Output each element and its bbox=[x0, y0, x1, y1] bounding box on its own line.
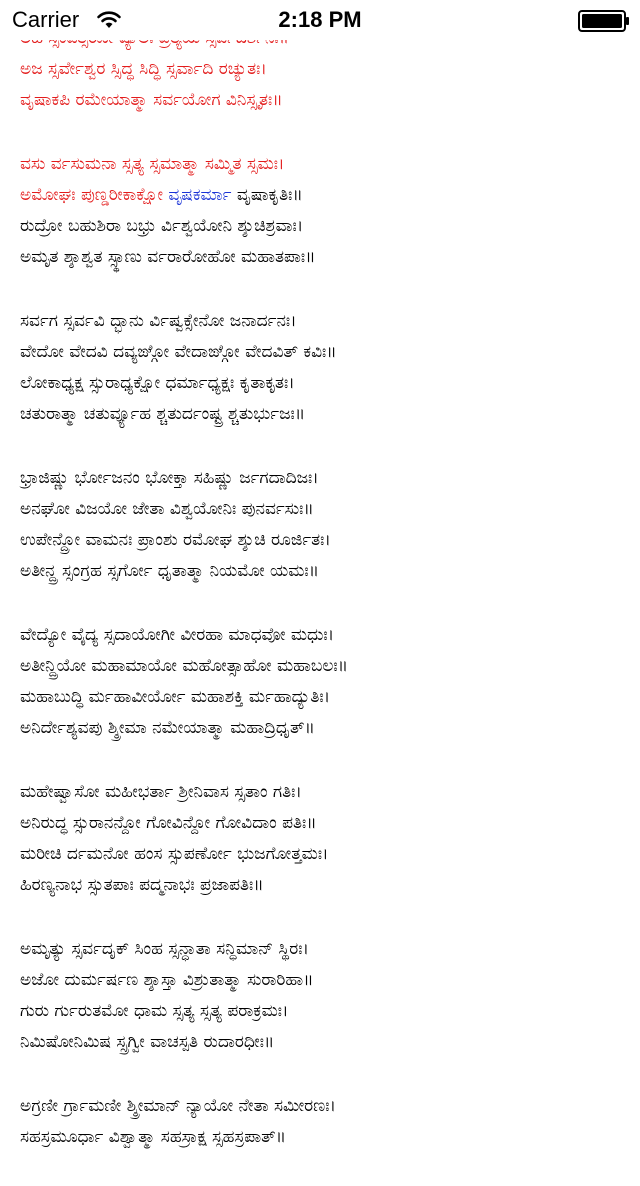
line-text: ವೇದ್ಯೋ ವೈದ್ಯ ಸ್ಸದಾಯೋಗೀ ವೀರಹಾ ಮಾಧವೋ ಮಧುಃ। bbox=[20, 625, 335, 645]
shloka-line bbox=[0, 682, 640, 713]
shloka-line bbox=[0, 85, 640, 116]
shloka-line bbox=[0, 777, 640, 808]
shloka-text-view[interactable] bbox=[0, 23, 640, 1186]
shloka-line bbox=[0, 620, 640, 651]
shloka-line bbox=[0, 996, 640, 1027]
line-text: ಸರ್ವಗ ಸ್ಸರ್ವವಿ ದ್ಭಾನು ರ್ವಿಷ್ವಕ್ಸೇನೋ ಜನಾರ್ದನಃ। bbox=[20, 311, 297, 331]
shloka-line bbox=[0, 713, 640, 744]
line-text: ನಿಮಿಷೋನಿಮಿಷ ಸ್ಸ್ರಗ್ವೀ ವಾಚಸ್ಪತಿ ರುದಾರಧೀಃ॥ bbox=[20, 1032, 275, 1052]
line-text: ಗುರು ರ್ಗುರುತಮೋ ಧಾಮ ಸ್ಸತ್ಯ ಸ್ಸತ್ಯ ಪರಾಕ್ರಮಃ। bbox=[20, 1001, 289, 1021]
line-text: ಅಮೋಘಃ ಪುಣ್ಡರೀಕಾಕ್ಷೋ bbox=[20, 185, 169, 205]
shloka-stanza bbox=[0, 463, 640, 587]
line-text: ಅತೀನ್ದ್ರ ಸ್ಸಂಗ್ರಹ ಸ್ಸರ್ಗೋ ಧೃತಾತ್ಮಾ ನಿಯಮೋ ಯಮಃ॥ bbox=[20, 561, 319, 581]
shloka-line bbox=[0, 839, 640, 870]
line-text: ಅಜೋ ದುರ್ಮರ್ಷಣ ಶ್ಶಾಸ್ತಾ ವಿಶ್ರುತಾತ್ಮಾ ಸುರಾರಿಹಾ॥ bbox=[20, 970, 314, 990]
battery-icon bbox=[578, 10, 630, 32]
shloka-line bbox=[0, 525, 640, 556]
line-text: ಲೋಕಾಧ್ಯಕ್ಷ ಸ್ಸುರಾಧ್ಯಕ್ಷೋ ಧರ್ಮಾಧ್ಯಕ್ಷಃ ಕೃತಾಕೃತಃ। bbox=[20, 373, 295, 393]
shloka-stanza bbox=[0, 934, 640, 1058]
line-text: ಭ್ರಾಜಿಷ್ಣು ರ್ಭೋಜನಂ ಭೋಕ್ತಾ ಸಹಿಷ್ಣು ರ್ಜಗದಾದಿಜಃ। bbox=[20, 468, 319, 488]
line-text: ಅಗ್ರಣೀ ರ್ಗ್ರಾಮಣೀ ಶ್ಶ್ರೀಮಾನ್ ನ್ಯಾಯೋ ನೇತಾ ಸಮೀರಣಃ। bbox=[20, 1096, 336, 1116]
shloka-line bbox=[0, 556, 640, 587]
shloka-line bbox=[0, 399, 640, 430]
shloka-stanza bbox=[0, 620, 640, 744]
shloka-line bbox=[0, 1091, 640, 1122]
shloka-stanza bbox=[0, 1091, 640, 1153]
carrier-label: Carrier bbox=[12, 7, 80, 32]
line-text: ಸಹಸ್ರಮೂರ್ಧಾ ವಿಶ್ವಾತ್ಮಾ ಸಹಸ್ರಾಕ್ಷ ಸ್ಸಹಸ್ರಪಾತ್॥ bbox=[20, 1127, 286, 1147]
shloka-stanza bbox=[0, 306, 640, 430]
line-text: ಉಪೇನ್ದ್ರೋ ವಾಮನಃ ಪ್ರಾಂಶು ರಮೋಘ ಶ್ಶುಚಿ ರೂರ್ಜಿತಃ। bbox=[20, 530, 331, 550]
line-text: ವೃಷಾಕೃತಿಃ॥ bbox=[231, 185, 303, 205]
shloka-line bbox=[0, 870, 640, 901]
line-text: ಅನಿರ್ದೇಶ್ಯವಪು ಶ್ಶ್ರೀಮಾ ನಮೇಯಾತ್ಮಾ ಮಹಾದ್ರಿಧೃತ್॥ bbox=[20, 718, 315, 738]
highlighted-word: ವೃಷಕರ್ಮಾ bbox=[168, 185, 232, 205]
shloka-line bbox=[0, 808, 640, 839]
shloka-stanza bbox=[0, 777, 640, 901]
line-text: ವಸು ರ್ವಸುಮನಾ ಸ್ಸತ್ಯ ಸ್ಸಮಾತ್ಮಾ ಸಮ್ಮಿತ ಸ್ಸಮಃ। bbox=[20, 154, 285, 174]
shloka-line bbox=[0, 242, 640, 273]
shloka-line bbox=[0, 651, 640, 682]
shloka-line bbox=[0, 180, 640, 211]
shloka-line bbox=[0, 934, 640, 965]
shloka-line bbox=[0, 1027, 640, 1058]
line-text: ಅನಿರುದ್ಧ ಸ್ಸುರಾನನ್ದೋ ಗೋವಿನ್ದೋ ಗೋವಿದಾಂ ಪತಿಃ॥ bbox=[20, 813, 317, 833]
line-text: ಅಮೃತ ಶ್ಶಾಶ್ವತ ಸ್ಸ್ಥಾಣು ರ್ವರಾರೋಹೋ ಮಹಾತಪಾಃ॥ bbox=[20, 247, 316, 267]
shloka-line bbox=[0, 368, 640, 399]
shloka-line bbox=[0, 211, 640, 242]
line-text: ಮರೀಚಿ ರ್ದಮನೋ ಹಂಸ ಸ್ಸುಪರ್ಣೋ ಭುಜಗೋತ್ತಮಃ। bbox=[20, 844, 329, 864]
line-text: ಚತುರಾತ್ಮಾ ಚತುರ್ವ್ಯೂಹ ಶ್ಚತುರ್ದಂಷ್ಟ್ರ ಶ್ಚತುರ್ಭುಜಃ॥ bbox=[20, 404, 306, 424]
line-text: ವೇದೋ ವೇದವಿ ದವ್ಯಙ್ಗೋ ವೇದಾಙ್ಗೋ ವೇದವಿತ್ ಕವಿಃ॥ bbox=[20, 342, 337, 362]
shloka-line bbox=[0, 965, 640, 996]
status-bar bbox=[0, 0, 640, 40]
line-text: ಅಮೃತ್ಯು ಸ್ಸರ್ವದೃಕ್ ಸಿಂಹ ಸ್ಸನ್ಧಾತಾ ಸನ್ಧಿಮಾನ್ ಸ್ಥಿರಃ। bbox=[20, 939, 309, 959]
line-text: ಅಜ ಸ್ಸರ್ವೇಶ್ವರ ಸ್ಸಿದ್ಧ ಸಿದ್ಧಿ ಸ್ಸರ್ವಾದಿ ರಚ್ಯುತಃ। bbox=[20, 59, 267, 79]
shloka-line bbox=[0, 1122, 640, 1153]
line-text: ಅತೀನ್ದ್ರಿಯೋ ಮಹಾಮಾಯೋ ಮಹೋತ್ಸಾಹೋ ಮಹಾಬಲಃ॥ bbox=[20, 656, 349, 676]
line-text: ಅನಘೋ ವಿಜಯೋ ಜೇತಾ ವಿಶ್ವಯೋನಿಃ ಪುನರ್ವಸುಃ॥ bbox=[20, 499, 314, 519]
shloka-line bbox=[0, 494, 640, 525]
shloka-line bbox=[0, 337, 640, 368]
shloka-line bbox=[0, 149, 640, 180]
line-text: ಹಿರಣ್ಯನಾಭ ಸ್ಸುತಪಾಃ ಪದ್ಮನಾಭಃ ಪ್ರಜಾಪತಿಃ॥ bbox=[20, 875, 264, 895]
shloka-line bbox=[0, 463, 640, 494]
shloka-line bbox=[0, 306, 640, 337]
line-text: ಮಹಾಬುದ್ಧಿ ರ್ಮಹಾವೀರ್ಯೋ ಮಹಾಶಕ್ತಿ ರ್ಮಹಾದ್ಯುತಿಃ। bbox=[20, 687, 331, 707]
shloka-line bbox=[0, 54, 640, 85]
line-text: ಮಹೇಷ್ವಾಸೋ ಮಹೀಭರ್ತಾ ಶ್ರೀನಿವಾಸ ಸ್ಸತಾಂ ಗತಿಃ। bbox=[20, 782, 302, 802]
line-text: ವೃಷಾಕಪಿ ರಮೇಯಾತ್ಮಾ ಸರ್ವಯೋಗ ವಿನಿಸ್ಸೃತಃ॥ bbox=[20, 90, 283, 110]
shloka-stanza bbox=[0, 149, 640, 273]
clock: 2:18 PM bbox=[278, 7, 362, 32]
line-text: ರುದ್ರೋ ಬಹುಶಿರಾ ಬಭ್ರು ರ್ವಿಶ್ವಯೋನಿ ಶ್ಶುಚಿಶ್ರವಾಃ। bbox=[20, 216, 304, 236]
